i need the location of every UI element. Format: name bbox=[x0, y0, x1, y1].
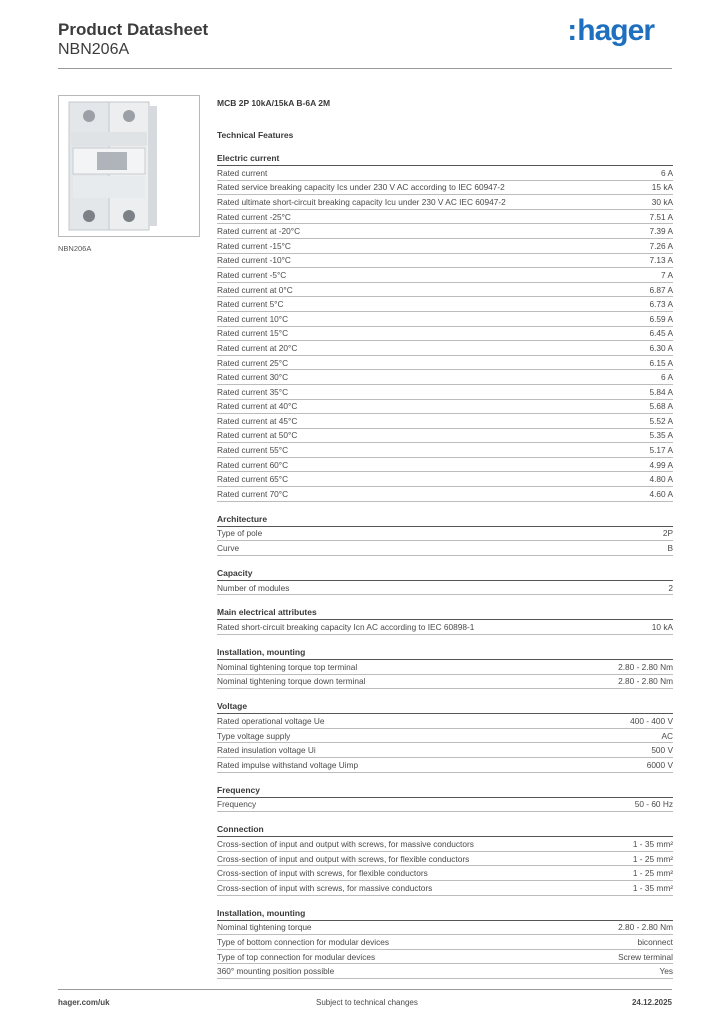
product-reference: NBN206A bbox=[58, 41, 130, 58]
feature-label: Nominal tightening torque down terminal bbox=[217, 676, 366, 687]
feature-label: Curve bbox=[217, 543, 240, 554]
feature-row bbox=[217, 950, 673, 965]
feature-row bbox=[217, 675, 673, 690]
feature-label: Rated current 70°C bbox=[217, 488, 289, 499]
feature-row bbox=[217, 527, 673, 542]
feature-row bbox=[217, 487, 673, 502]
feature-value: 6.59 A bbox=[649, 313, 673, 324]
feature-label: Rated current -5°C bbox=[217, 269, 287, 280]
logo-text: hager bbox=[577, 14, 654, 47]
feature-value: 7.39 A bbox=[649, 226, 673, 237]
feature-row bbox=[217, 541, 673, 556]
feature-label: Number of modules bbox=[217, 582, 290, 593]
footer-date: 24.12.2025 bbox=[631, 998, 672, 1007]
feature-value: 2P bbox=[662, 528, 673, 539]
section-title: Architecture bbox=[217, 514, 673, 527]
feature-row bbox=[217, 660, 673, 675]
feature-row bbox=[217, 798, 673, 813]
feature-row bbox=[217, 356, 673, 371]
feature-label: Rated service breaking capacity Ics under 230 V AC according to IEC 60947-2 bbox=[217, 182, 505, 193]
feature-value: 5.35 A bbox=[649, 430, 673, 441]
feature-row bbox=[217, 837, 673, 852]
feature-row bbox=[217, 881, 673, 896]
feature-label: Rated current 5°C bbox=[217, 299, 284, 310]
feature-label: Rated current 35°C bbox=[217, 386, 289, 397]
feature-label: Rated current 25°C bbox=[217, 357, 289, 368]
feature-row bbox=[217, 283, 673, 298]
feature-label: Rated current at 20°C bbox=[217, 342, 298, 353]
feature-label: Rated current -15°C bbox=[217, 240, 291, 251]
feature-value: biconnect bbox=[637, 936, 673, 947]
section-title: Frequency bbox=[217, 785, 673, 798]
feature-label: Nominal tightening torque top terminal bbox=[217, 661, 358, 672]
feature-row bbox=[217, 166, 673, 181]
feature-value: 6.87 A bbox=[649, 284, 673, 295]
feature-label: Rated current at 40°C bbox=[217, 401, 298, 412]
feature-section bbox=[217, 785, 673, 813]
feature-value: 5.17 A bbox=[649, 445, 673, 456]
feature-row bbox=[217, 620, 673, 635]
feature-value: 5.68 A bbox=[649, 401, 673, 412]
feature-label: Frequency bbox=[217, 799, 257, 810]
feature-value: 7.51 A bbox=[649, 211, 673, 222]
feature-value: 5.52 A bbox=[649, 415, 673, 426]
feature-label: 360° mounting position possible bbox=[217, 966, 335, 977]
feature-row bbox=[217, 195, 673, 210]
feature-value: 50 - 60 Hz bbox=[634, 799, 673, 810]
feature-row bbox=[217, 852, 673, 867]
feature-value: Screw terminal bbox=[618, 951, 673, 962]
feature-label: Rated current at 45°C bbox=[217, 415, 298, 426]
feature-value: 30 kA bbox=[651, 196, 673, 207]
feature-label: Cross-section of input and output with screws, for flexible conductors bbox=[217, 853, 470, 864]
feature-label: Rated operational voltage Ue bbox=[217, 716, 325, 727]
section-title: Installation, mounting bbox=[217, 647, 673, 660]
footer-website: hager.com/uk bbox=[58, 998, 110, 1007]
feature-value: 7.26 A bbox=[649, 240, 673, 251]
feature-value: Yes bbox=[659, 966, 673, 977]
feature-label: Rated ultimate short-circuit breaking capacity Icu under 230 V AC IEC 60947-2 bbox=[217, 196, 506, 207]
feature-label: Rated current 60°C bbox=[217, 459, 289, 470]
feature-section bbox=[217, 568, 673, 596]
feature-row bbox=[217, 341, 673, 356]
feature-row bbox=[217, 458, 673, 473]
product-image bbox=[58, 95, 200, 237]
feature-row bbox=[217, 370, 673, 385]
feature-value: 4.99 A bbox=[649, 459, 673, 470]
product-description: MCB 2P 10kA/15kA B-6A 2M bbox=[217, 98, 331, 108]
feature-label: Rated current at 50°C bbox=[217, 430, 298, 441]
feature-value: 7.13 A bbox=[649, 255, 673, 266]
feature-row bbox=[217, 385, 673, 400]
feature-value: 15 kA bbox=[651, 182, 673, 193]
feature-sections bbox=[217, 153, 673, 979]
feature-row bbox=[217, 210, 673, 225]
feature-row bbox=[217, 414, 673, 429]
feature-row bbox=[217, 729, 673, 744]
technical-content bbox=[217, 96, 673, 979]
feature-value: 4.80 A bbox=[649, 474, 673, 485]
feature-row bbox=[217, 312, 673, 327]
feature-row bbox=[217, 239, 673, 254]
feature-label: Rated current bbox=[217, 167, 268, 178]
feature-label: Rated current 15°C bbox=[217, 328, 289, 339]
section-title: Capacity bbox=[217, 568, 673, 581]
feature-label: Rated insulation voltage Ui bbox=[217, 745, 316, 756]
feature-value: B bbox=[667, 543, 673, 554]
mcb-breaker-illustration bbox=[59, 96, 199, 236]
feature-label: Rated current -10°C bbox=[217, 255, 291, 266]
feature-label: Type voltage supply bbox=[217, 730, 291, 741]
feature-row bbox=[217, 472, 673, 487]
feature-value: 400 - 400 V bbox=[630, 716, 673, 727]
feature-row bbox=[217, 964, 673, 979]
feature-value: 7 A bbox=[661, 269, 673, 280]
feature-row bbox=[217, 581, 673, 596]
feature-value: 6 A bbox=[661, 372, 673, 383]
feature-label: Type of top connection for modular devices bbox=[217, 951, 376, 962]
feature-value: 6 A bbox=[661, 167, 673, 178]
section-title: Main electrical attributes bbox=[217, 607, 673, 620]
feature-row bbox=[217, 224, 673, 239]
section-title: Electric current bbox=[217, 153, 673, 166]
feature-label: Rated current -25°C bbox=[217, 211, 291, 222]
feature-row bbox=[217, 327, 673, 342]
feature-value: 6.73 A bbox=[649, 299, 673, 310]
feature-row bbox=[217, 297, 673, 312]
feature-value: 2 bbox=[668, 582, 673, 593]
feature-row bbox=[217, 758, 673, 773]
feature-row bbox=[217, 429, 673, 444]
feature-value: 1 - 35 mm² bbox=[632, 838, 673, 849]
feature-value: 5.84 A bbox=[649, 386, 673, 397]
feature-row bbox=[217, 181, 673, 196]
footer-notice: Subject to technical changes bbox=[316, 998, 418, 1007]
feature-row bbox=[217, 254, 673, 269]
feature-label: Cross-section of input with screws, for flexible conductors bbox=[217, 868, 428, 879]
feature-value: 10 kA bbox=[651, 622, 673, 633]
footer-divider bbox=[58, 989, 672, 990]
feature-row bbox=[217, 935, 673, 950]
logo-colon-mark: : bbox=[567, 14, 577, 47]
feature-row bbox=[217, 921, 673, 936]
feature-section bbox=[217, 514, 673, 556]
feature-label: Cross-section of input with screws, for massive conductors bbox=[217, 882, 433, 893]
feature-row bbox=[217, 743, 673, 758]
feature-value: 4.60 A bbox=[649, 488, 673, 499]
feature-section bbox=[217, 647, 673, 689]
feature-row bbox=[217, 400, 673, 415]
feature-value: 2.80 - 2.80 Nm bbox=[618, 661, 673, 672]
document-header bbox=[58, 20, 208, 59]
feature-label: Rated current 65°C bbox=[217, 474, 289, 485]
header-divider bbox=[58, 68, 672, 69]
feature-value: 6.15 A bbox=[649, 357, 673, 368]
feature-label: Type of bottom connection for modular devices bbox=[217, 936, 390, 947]
feature-label: Cross-section of input and output with screws, for massive conductors bbox=[217, 838, 474, 849]
feature-section bbox=[217, 824, 673, 895]
feature-value: 1 - 35 mm² bbox=[632, 882, 673, 893]
feature-label: Rated current at 0°C bbox=[217, 284, 293, 295]
feature-section bbox=[217, 701, 673, 772]
document-footer bbox=[58, 998, 672, 1010]
feature-row bbox=[217, 714, 673, 729]
feature-label: Rated impulse withstand voltage Uimp bbox=[217, 759, 359, 770]
feature-value: 500 V bbox=[651, 745, 673, 756]
feature-label: Rated current 10°C bbox=[217, 313, 289, 324]
feature-label: Nominal tightening torque bbox=[217, 922, 312, 933]
feature-value: 6000 V bbox=[646, 759, 673, 770]
section-title: Installation, mounting bbox=[217, 908, 673, 921]
feature-label: Rated short-circuit breaking capacity Icn AC according to IEC 60898-1 bbox=[217, 622, 475, 633]
feature-section bbox=[217, 908, 673, 979]
section-title: Connection bbox=[217, 824, 673, 837]
feature-value: 6.45 A bbox=[649, 328, 673, 339]
document-title: Product Datasheet bbox=[58, 20, 209, 39]
feature-row bbox=[217, 268, 673, 283]
feature-value: 2.80 - 2.80 Nm bbox=[618, 922, 673, 933]
section-title: Voltage bbox=[217, 701, 673, 714]
feature-row bbox=[217, 866, 673, 881]
feature-label: Type of pole bbox=[217, 528, 263, 539]
feature-value: AC bbox=[661, 730, 673, 741]
technical-features-heading: Technical Features bbox=[217, 130, 294, 140]
feature-label: Rated current at -20°C bbox=[217, 226, 301, 237]
feature-section bbox=[217, 607, 673, 635]
feature-value: 1 - 25 mm² bbox=[632, 853, 673, 864]
feature-label: Rated current 30°C bbox=[217, 372, 289, 383]
feature-label: Rated current 55°C bbox=[217, 445, 289, 456]
product-image-caption: NBN206A bbox=[58, 244, 92, 253]
feature-value: 1 - 25 mm² bbox=[632, 868, 673, 879]
feature-section bbox=[217, 153, 673, 502]
feature-value: 6.30 A bbox=[649, 342, 673, 353]
hager-logo bbox=[567, 14, 654, 48]
feature-row bbox=[217, 443, 673, 458]
feature-value: 2.80 - 2.80 Nm bbox=[618, 676, 673, 687]
